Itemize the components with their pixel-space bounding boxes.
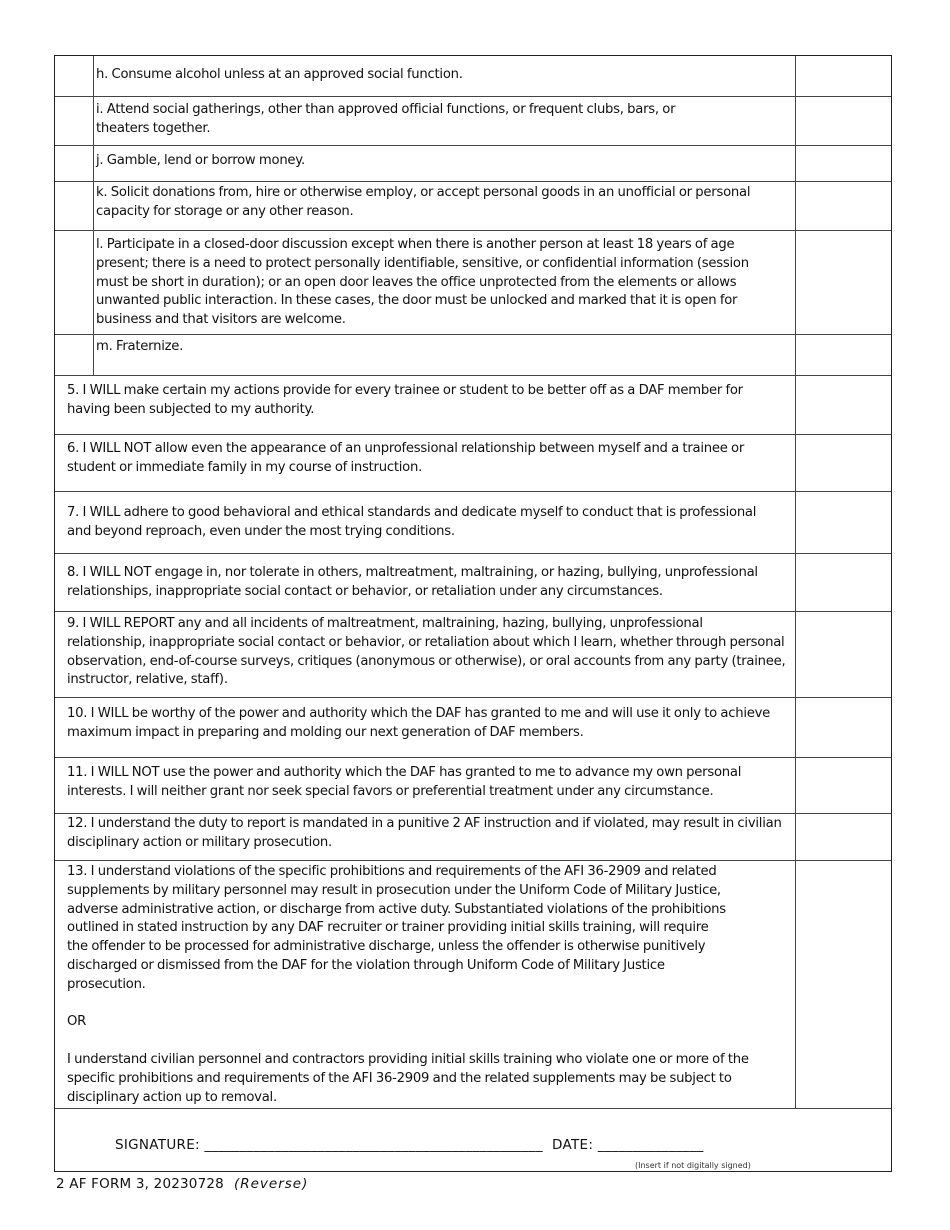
item-text-h: h. Consume alcohol unless at an approved social function. (96, 67, 463, 82)
checkbox-cell-7[interactable] (795, 492, 891, 553)
checkbox-cell-h[interactable] (795, 56, 891, 96)
form-footer (56, 1176, 308, 1192)
item-text-5: 5. I WILL make certain my actions provide for every trainee or student to be better off as a DAF member for having been subjected to my authority. (67, 383, 743, 417)
item-text-13: 13. I understand violations of the specific prohibitions and requirements of the AFI 36-2909 and related supplements by military personnel may result in prosecution under the Uniform Code of Military Justice, adverse administrative action, or discharge from active duty. Substantiated violations of the prohibitions outlined in stated instruction by any DAF recruiter or trainer providing initial skills training, will require the offender to be processed for administrative discharge, unless the offender is otherwise punitively discharged or dismissed from the DAF for the violation through Uniform Code of Military Justice prosecution. OR I understand civilian personnel and contractors providing initial skills training who violate one or more of the specific prohibitions and requirements of the AFI 36-2909 and the related supplements may be subject to disciplinary action up to removal. (67, 864, 749, 1105)
checkbox-cell-10[interactable] (795, 698, 891, 757)
item-text-k: k. Solicit donations from, hire or otherwise employ, or accept personal goods in an unofficial or personal capacity for storage or any other reason. (96, 185, 751, 219)
signature-date-line[interactable]: SIGNATURE: ________________________________________________ DATE: _______________ (115, 1137, 704, 1153)
item-row-11 (55, 758, 891, 814)
item-row-6 (55, 435, 891, 492)
item-row-10 (55, 698, 891, 758)
checkbox-cell-6[interactable] (795, 435, 891, 491)
item-text-6: 6. I WILL NOT allow even the appearance of an unprofessional relationship between myself and a trainee or student or immediate family in my course of instruction. (67, 441, 745, 475)
item-row-12 (55, 814, 891, 861)
form-identifier: 2 AF FORM 3, 20230728 (56, 1176, 224, 1192)
item-row-k (55, 182, 891, 231)
item-text-11: 11. I WILL NOT use the power and authority which the DAF has granted to me to advance my own personal interests. I will neither grant nor seek special favors or preferential treatment under any circumstance. (67, 765, 742, 799)
checkbox-cell-m[interactable] (795, 335, 891, 375)
item-row-13 (55, 861, 891, 1109)
item-text-12: 12. I understand the duty to report is mandated in a punitive 2 AF instruction and if violated, may result in civilian disciplinary action or military prosecution. (67, 816, 782, 850)
checkbox-cell-11[interactable] (795, 758, 891, 813)
item-text-j: j. Gamble, lend or borrow money. (96, 153, 305, 168)
item-row-h (55, 56, 891, 97)
item-row-9 (55, 612, 891, 698)
form-body (54, 55, 892, 1172)
checkbox-cell-j[interactable] (795, 146, 891, 181)
item-row-l (55, 231, 891, 335)
checkbox-cell-k[interactable] (795, 182, 891, 230)
item-row-j (55, 146, 891, 182)
item-row-5 (55, 376, 891, 435)
item-text-10: 10. I WILL be worthy of the power and authority which the DAF has granted to me and will use it only to achieve maximum impact in preparing and molding our next generation of DAF members. (67, 706, 771, 740)
item-row-m (55, 335, 891, 376)
item-text-i: i. Attend social gatherings, other than approved official functions, or frequent clubs, bars, or theaters together. (96, 102, 676, 136)
item-row-i (55, 97, 891, 146)
item-text-8: 8. I WILL NOT engage in, nor tolerate in others, maltreatment, maltraining, or hazing, bullying, unprofessional relationships, inappropriate social contact or behavior, or retaliation under any circumstances. (67, 565, 758, 599)
page-side: (Reverse) (233, 1176, 309, 1192)
checkbox-cell-8[interactable] (795, 554, 891, 611)
signature-note: (Insert if not digitally signed) (635, 1161, 751, 1170)
checkbox-cell-13[interactable] (795, 861, 891, 1108)
item-text-7: 7. I WILL adhere to good behavioral and ethical standards and dedicate myself to conduct that is professional and beyond reproach, even under the most trying conditions. (67, 505, 757, 539)
item-text-l: l. Participate in a closed-door discussion except when there is another person at least 18 years of age present; there is a need to protect personally identifiable, sensitive, or confidential information (session must be short in duration); or an open door leaves the office unprotected from the elements or allows unwanted public interaction. In these cases, the door must be unlocked and marked that it is open for business and that visitors are welcome. (96, 237, 749, 328)
item-row-8 (55, 554, 891, 612)
checkbox-cell-l[interactable] (795, 231, 891, 334)
checkbox-cell-5[interactable] (795, 376, 891, 434)
signature-block (55, 1109, 891, 1171)
checkbox-cell-9[interactable] (795, 612, 891, 697)
item-text-m: m. Fraternize. (96, 339, 184, 354)
checkbox-cell-12[interactable] (795, 814, 891, 860)
item-row-7 (55, 492, 891, 554)
checkbox-cell-i[interactable] (795, 97, 891, 145)
item-text-9: 9. I WILL REPORT any and all incidents of maltreatment, maltraining, hazing, bullying, unprofessional relationship, inappropriate social contact or behavior, or retaliation about which I learn, whether through personal observation, end-of-course surveys, critiques (anonymous or otherwise), or oral accounts from any party (trainee, instructor, relative, staff). (67, 616, 786, 688)
